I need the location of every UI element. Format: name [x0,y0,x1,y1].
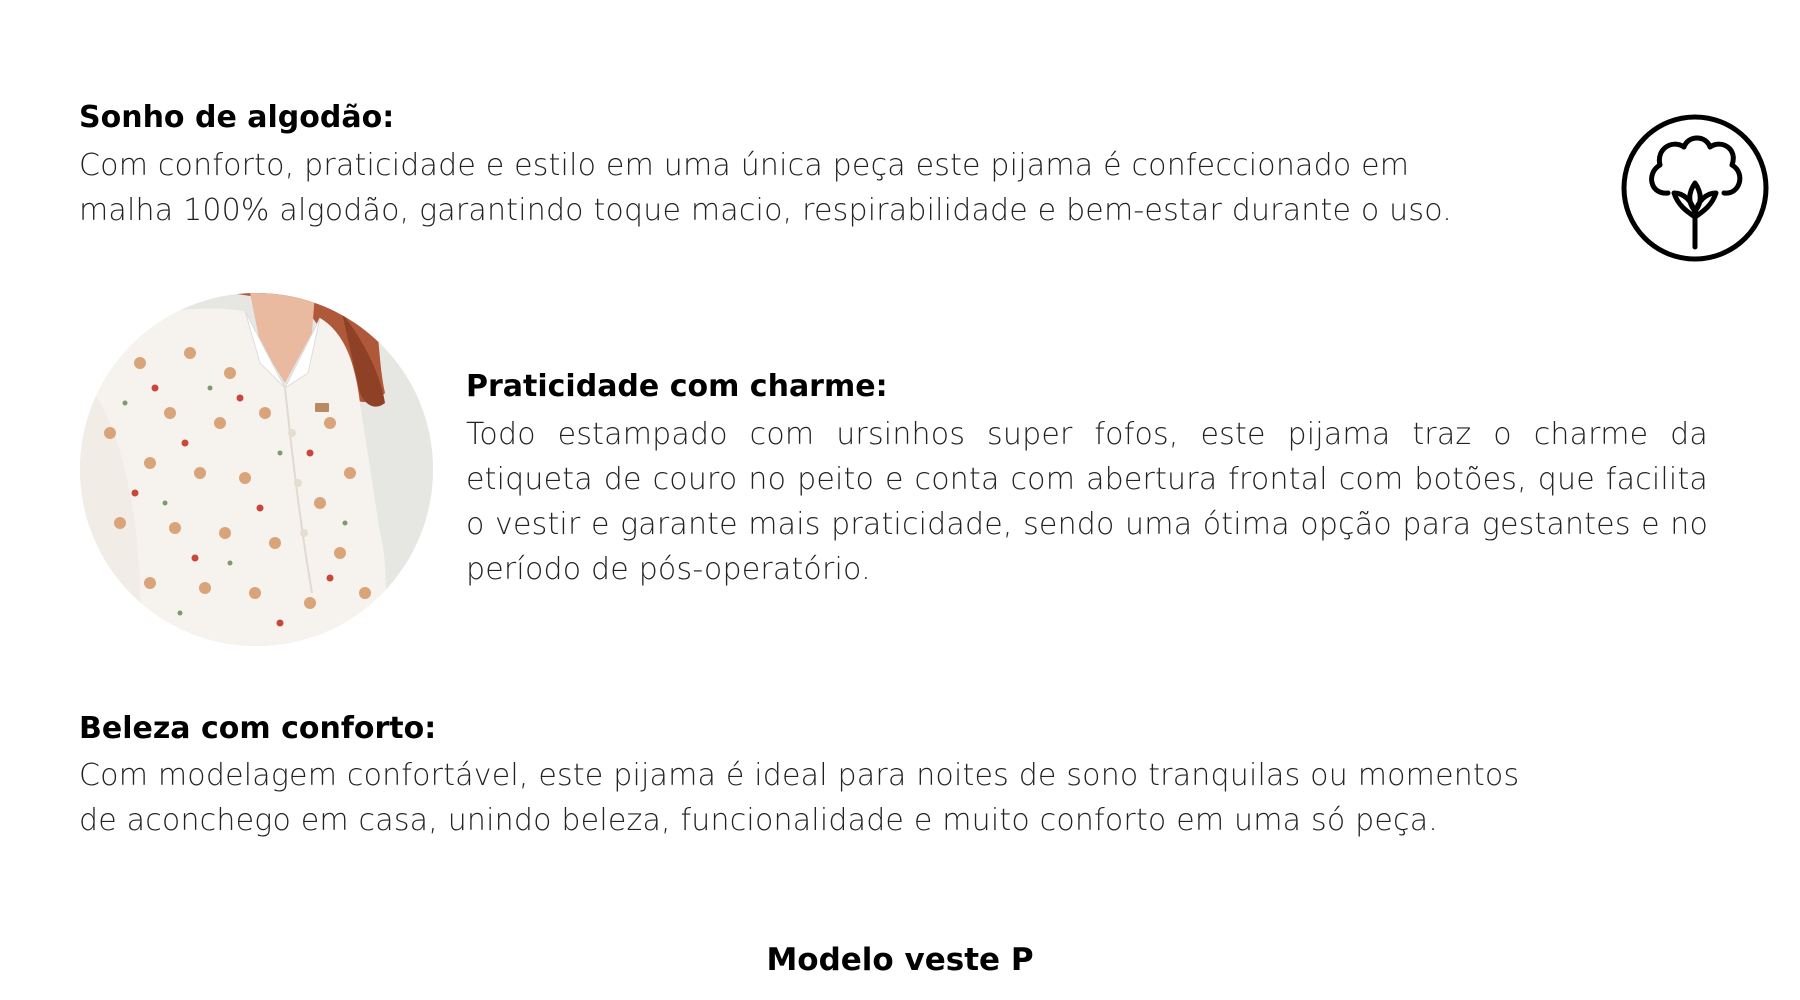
model-photo [80,293,433,646]
section-body-comfort [79,753,1639,843]
body-line: Com conforto, praticidade e estilo em uma única peça este pijama é confeccionado em [79,148,1410,183]
section-body-cotton [79,143,1559,233]
model-size-caption: Modelo veste P [766,942,1034,978]
section-body-practicality: Todo estampado com ursinhos super fofos, este pijama traz o charme da etiqueta de couro no peito e conta com abertura frontal com botões, que facilita o vestir e garante mais praticidade, sendo uma ótima opção para gestantes e no período de pós-operatório. [466,417,1708,587]
cotton-flower-icon [1620,113,1770,263]
section-heading-practicality: Praticidade com charme: [466,369,888,404]
body-line: malha 100% algodão, garantindo toque macio, respirabilidade e bem-estar durante o uso. [79,193,1452,228]
section-heading-comfort: Beleza com conforto: [79,711,437,746]
body-line: de aconchego em casa, unindo beleza, funcionalidade e muito conforto em uma só peça. [79,803,1439,838]
body-line: Com modelagem confortável, este pijama é ideal para noites de sono tranquilas ou momentos [79,758,1520,793]
section-heading-cotton: Sonho de algodão: [79,100,395,135]
